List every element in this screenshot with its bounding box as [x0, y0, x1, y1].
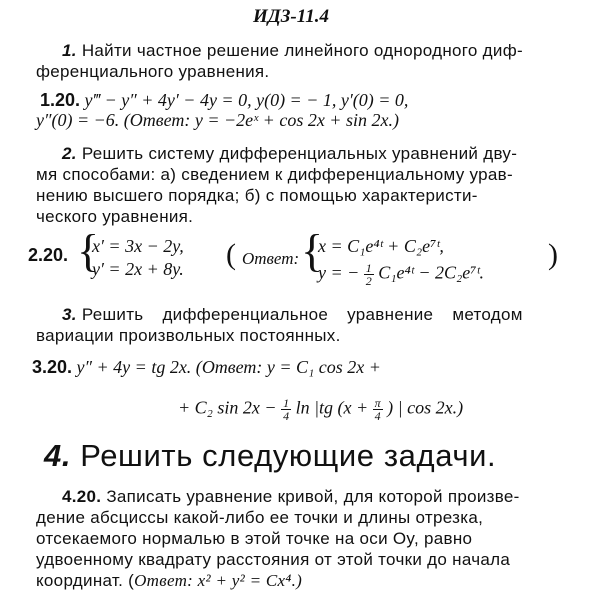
- task1-equation-line1: [40, 90, 408, 111]
- task2-text-line1: [62, 144, 517, 164]
- task4-text-1: Записать уравнение кривой, для которой произве-: [106, 487, 520, 506]
- task4-heading: [44, 438, 496, 474]
- task1-text-1: Найти частное решение линейного однородного диф-: [81, 41, 523, 60]
- task2-frac-den: 2: [365, 274, 372, 288]
- task4-number: 4.: [44, 438, 72, 473]
- task2-system-line2: y′ = 2x + 8y.: [92, 259, 184, 279]
- task2-system-brace: {: [77, 225, 100, 276]
- task3-ans2a: + C₂ sin 2x −: [178, 397, 277, 418]
- task3-text-1: Решить дифференциальное уравнение методом: [81, 305, 523, 324]
- task3-frac1-num: 1: [283, 396, 290, 410]
- page-title: ИДЗ-11.4: [253, 6, 329, 27]
- task2-fraction: [364, 262, 374, 287]
- task1-eq1: y‴ − y″ + 4y′ − 4y = 0, y(0) = − 1, y′(0) = 0,: [84, 90, 409, 110]
- task2-ans2a: y = −: [318, 262, 360, 283]
- task2-close-paren: ): [548, 238, 558, 271]
- task4-text-line1: [62, 487, 520, 507]
- task1-item-number: 1.20.: [40, 90, 81, 110]
- task4-item-number: 4.20.: [62, 487, 102, 506]
- task4-text-5a: координат. (: [36, 571, 135, 590]
- task3-text-line2: вариации произвольных постоянных.: [36, 326, 341, 345]
- task2-frac-num: 1: [365, 261, 372, 275]
- task3-ans1: y = C₁ cos 2x +: [262, 357, 381, 377]
- task3-eq: y″ + 4y = tg 2x. (: [76, 357, 202, 377]
- task2-ans2b: C₁e⁴ᵗ − 2C₂e⁷ᵗ.: [378, 262, 485, 283]
- task3-answer-label: Ответ:: [201, 357, 263, 377]
- task2-answer-brace: {: [301, 225, 324, 276]
- task4-answer-label: Ответ:: [134, 571, 194, 590]
- task3-text-line1: [62, 305, 523, 325]
- task3-answer-line2: [178, 397, 463, 422]
- task2-answer-label: Ответ:: [242, 249, 300, 268]
- task1-number: 1.: [62, 41, 77, 60]
- task1-text-line2: ференциального уравнения.: [36, 62, 270, 81]
- task3-item-number: 3.20.: [32, 357, 73, 377]
- task4-heading-text: Решить следующие задачи.: [80, 438, 497, 473]
- task3-equation: [32, 357, 381, 378]
- task1-answer-label: Ответ:: [129, 110, 191, 130]
- task2-text-line4: ческого уравнения.: [36, 207, 194, 226]
- task2-system-line1: x′ = 3x − 2y,: [92, 236, 184, 256]
- task4-text-line2: дение абсциссы какой-либо ее точки и длины отрезка,: [36, 508, 484, 527]
- task2-text-line3: нению высшего порядка; б) с помощью характеристи-: [36, 186, 478, 205]
- task3-ans2b: ln |tg (x +: [295, 397, 369, 418]
- task2-open-paren: (: [226, 238, 236, 271]
- task4-text-line5: [36, 571, 302, 591]
- task3-frac2-den: 4: [374, 409, 381, 423]
- task3-number: 3.: [62, 305, 77, 324]
- task3-ans2c: ) | cos 2x.): [387, 397, 464, 418]
- task2-text-1: Решить систему дифференциальных уравнений дву-: [81, 144, 518, 163]
- task2-answer-line1: x = C₁e⁴ᵗ + C₂e⁷ᵗ,: [318, 236, 444, 256]
- task3-frac2-num: π: [374, 396, 381, 410]
- task1-answer: y = −2eˣ + cos 2x + sin 2x.): [190, 110, 399, 130]
- task4-answer: x² + y² = Cx⁴.): [193, 571, 303, 590]
- task4-text-line4: удвоенному квадрату расстояния от этой точки до начала: [36, 550, 511, 569]
- task2-text-line2: мя способами: а) сведением к дифференциальному урав-: [36, 165, 513, 184]
- task3-fraction1: [281, 397, 291, 422]
- task1-text-line1: [62, 41, 523, 61]
- task2-answer-line2: [318, 262, 484, 287]
- task1-equation-line2: [36, 110, 399, 131]
- task3-fraction2: [373, 397, 383, 422]
- task2-item-number: 2.20.: [28, 245, 69, 265]
- task3-frac1-den: 4: [283, 409, 290, 423]
- task2-number: 2.: [62, 144, 77, 163]
- task4-text-line3: отсекаемого нормалью в этой точке на оси Oy, равно: [36, 529, 473, 548]
- task1-eq2: y″(0) = −6. (: [36, 110, 130, 130]
